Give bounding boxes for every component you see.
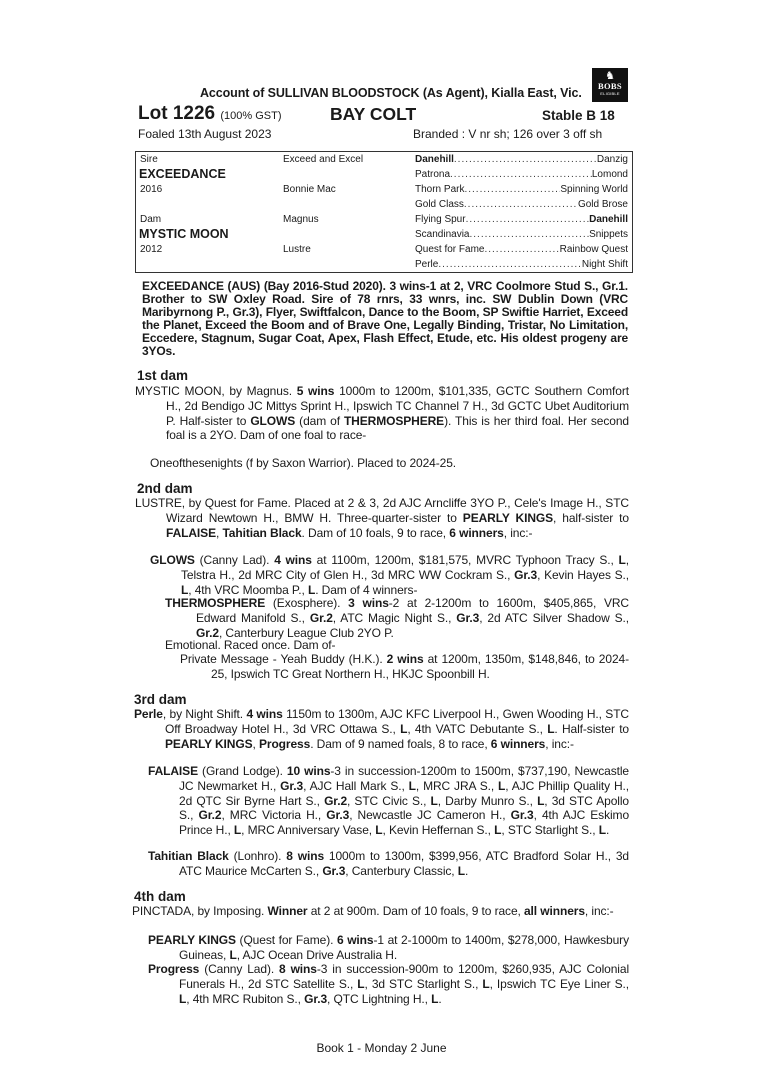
logo-name: BOBS (598, 81, 622, 91)
first-dam-foal: Oneofthesenights (f by Saxon Warrior). Placed to 2024-25. (150, 456, 457, 470)
horse-icon: ♞ (605, 70, 615, 82)
third-dam-text: Perle, by Night Shift. 4 wins 1150m to 1300m, AJC KFC Liverpool H., Gwen Wooding H., STC Off Broadway Hotel H., 3d VRC Ottawa S., L, 4th VATC Debutante S., L. Half-sister to PEARLY KINGS, Progress. Dam of 9 named foals, 8 to race, 6 winners, inc:- (134, 707, 629, 751)
foaled-date: Foaled 13th August 2023 (138, 127, 272, 141)
thermosphere-record: THERMOSPHERE (Exosphere). 3 wins-2 at 2-1200m to 1600m, $405,865, VRC Edward Manifold S., Gr.2, ATC Magic Night S., Gr.3, 2d ATC Silver Shadow S., Gr.2, Canterbury League Club 2YO P. (165, 596, 629, 640)
ped-gen3-row: Gold Class ..... Gold Brose (415, 199, 628, 211)
first-dam-text: MYSTIC MOON, by Magnus. 5 wins 1000m to 1200m, $101,335, GCTC Southern Comfort H., 2d Bendigo JC Mittys Sprint H., Ipswich TC Channel 7 H., 3d GCTC Ubet Auditorium P. Half-sister to GLOWS (dam of THERMOSPHERE). This is her third foal. Her second foal is a 2YO. Dam of one foal to race- (135, 384, 629, 443)
sire-label: Sire (140, 154, 158, 165)
sire-summary: EXCEEDANCE (AUS) (Bay 2016-Stud 2020). 3 wins-1 at 2, VRC Coolmore Stud S., Gr.1. Brother to SW Oxley Road. Sire of 78 rnrs, 33 wnrs, inc. SW Dublin Down (VRC Maribyrnong P., Gr.3), Flyer, Swiftfalcon, Dance to the Boom, SP Swiftie Harriet, Exceed the Planet, Exceed the Boom and of Brave One, Legally Binding, Tristar, No Limitation, Eccedere, Stagnum, Sugar Coat, Apex, Flash Effect, Etude, etc. His oldest progeny are 3YOs. (142, 279, 628, 358)
private-message-record: Private Message - Yeah Buddy (H.K.). 2 wins at 1200m, 1350m, $148,846, to 2024-25, Ipswich TC Great Northern H., HKJC Spoonbill H. (180, 652, 629, 681)
progress-record: Progress (Canny Lad). 8 wins-3 in succession-900m to 1200m, $260,935, AJC Colonial Funerals H., 2d STC Satellite S., L, 3d STC Starlight S., L, Ipswich TC Eye Liner S., L, 4th MRC Rubiton S., Gr.3, QTC Lightning H., L. (148, 962, 630, 1006)
logo-sub: ELIGIBLE (600, 91, 620, 96)
dam-sire: Magnus (283, 214, 319, 225)
colour-sex: BAY COLT (330, 104, 417, 124)
dam-label: Dam (140, 214, 162, 225)
emotional-record: Emotional. Raced once. Dam of- (165, 638, 336, 652)
sire-dam: Bonnie Mac (283, 184, 336, 195)
falaise-record: FALAISE (Grand Lodge). 10 wins-3 in succession-1200m to 1500m, $737,190, Newcastle JC Newmarket H., Gr.3, AJC Hall Mark S., L, MRC JRA S., L, AJC Phillip Quality H., 2d QTC Sir Byrne Hart S., Gr.2, STC Civic S., L, Darby Munro S., L, 3d STC Apollo S., Gr.2, MRC Victoria H., Gr.3, Newcastle JC Cameron H., Gr.3, 4th AJC Eskimo Prince H., L, MRC Anniversary Vase, L, Kevin Heffernan S., L, STC Starlight S., L. (148, 764, 630, 838)
brand-marks: Branded : V nr sh; 126 over 3 off sh (413, 127, 603, 141)
vendor-account: Account of SULLIVAN BLOODSTOCK (As Agent), Kialla East, Vic. (200, 86, 582, 100)
gst-note: (100% GST) (220, 110, 282, 122)
ped-gen3-row: Patrona ..... Lomond (415, 169, 628, 181)
ped-gen3-row: Quest for Fame ..... Rainbow Quest (415, 244, 628, 256)
ped-gen3-row: Thorn Park ..... Spinning World (415, 184, 628, 196)
third-dam-heading: 3rd dam (134, 692, 187, 707)
sire-year: 2016 (140, 184, 163, 195)
bobs-eligible-logo (592, 68, 628, 102)
ped-gen3-row: Flying Spur ..... Danehill (415, 214, 628, 226)
ped-gen3-row: Scandinavia ..... Snippets (415, 229, 628, 241)
dam-name: MYSTIC MOON (139, 227, 229, 241)
first-dam-heading: 1st dam (137, 368, 189, 383)
fourth-dam-text: PINCTADA, by Imposing. Winner at 2 at 900m. Dam of 10 foals, 9 to race, all winners, inc:- (132, 904, 614, 918)
sire-sire: Exceed and Excel (283, 154, 364, 165)
fourth-dam-heading: 4th dam (134, 889, 186, 904)
pearly-kings-record: PEARLY KINGS (Quest for Fame). 6 wins-1 at 2-1000m to 1400m, $278,000, Hawkesbury Guineas, L, AJC Ocean Drive Australia H. (148, 933, 629, 962)
tahitian-black-record: Tahitian Black (Lonhro). 8 wins 1000m to 1300m, $399,956, ATC Bradford Solar H., 3d ATC Maurice McCarten S., Gr.3, Canterbury Classic, L. (148, 849, 629, 878)
lot-label: Lot 1226 (138, 103, 216, 124)
sire-name: EXCEEDANCE (139, 167, 226, 181)
dam-dam: Lustre (283, 244, 311, 255)
ped-gen3-row: Perle ..... Night Shift (415, 259, 628, 271)
second-dam-heading: 2nd dam (137, 481, 193, 496)
page-footer: Book 1 - Monday 2 June (316, 1041, 447, 1055)
glows-record: GLOWS (Canny Lad). 4 wins at 1100m, 1200m, $181,575, MVRC Typhoon Tracy S., L, Telstra H., 2d MRC City of Glen H., 3d MRC WW Cockram S., Gr.3, Kevin Hayes S., L, 4th VRC Moomba P., L. Dam of 4 winners- (150, 553, 630, 597)
stable-location: Stable B 18 (542, 108, 615, 123)
lot-number (138, 103, 282, 125)
second-dam-text: LUSTRE, by Quest for Fame. Placed at 2 & 3, 2d AJC Arncliffe 3YO P., Cele's Image H., STC Wizard Newtown H., BMW H. Three-quarter-sister to PEARLY KINGS, half-sister to FALAISE, Tahitian Black. Dam of 10 foals, 9 to race, 6 winners, inc:- (135, 496, 629, 540)
ped-gen3-row: Danehill ..... Danzig (415, 154, 628, 166)
pedigree-table (135, 151, 633, 273)
dam-year: 2012 (140, 244, 163, 255)
